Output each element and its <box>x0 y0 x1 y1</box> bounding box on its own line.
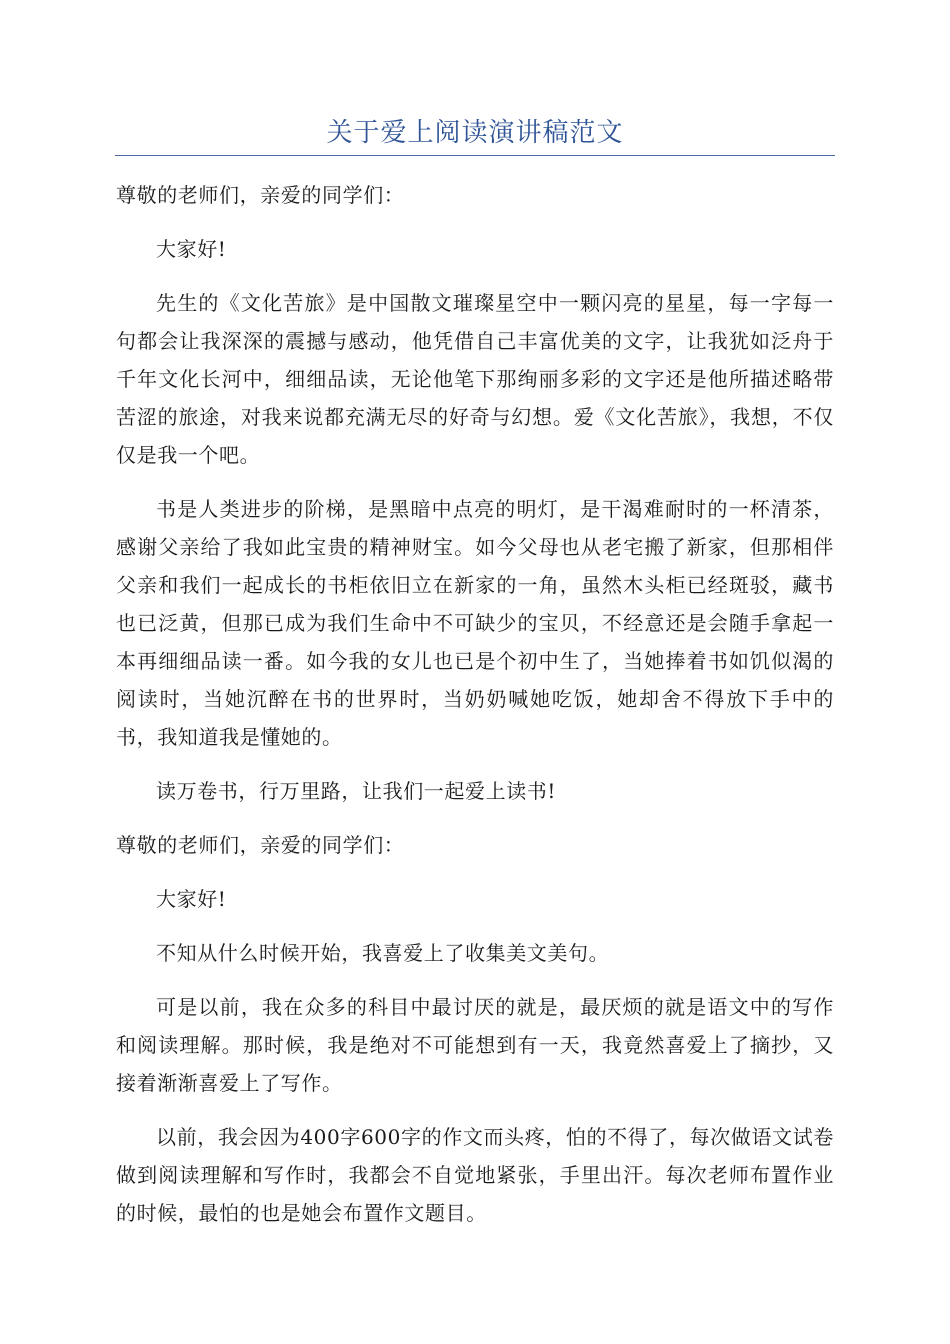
paragraph: 不知从什么时候开始，我喜爱上了收集美文美句。 <box>156 941 610 965</box>
paragraph: 尊敬的老师们，亲爱的同学们： <box>116 183 405 207</box>
title-block <box>115 112 835 156</box>
document-body <box>116 176 834 1248</box>
paragraph: 以前，我会因为400字600字的作文而头疼，怕的不得了，每次做语文试卷做到阅读理解和写作时，我都会不自觉地紧张，手里出汗。每次老师布置作业的时候，最怕的也是她会布置作文题目。 <box>116 1125 834 1225</box>
paragraph: 书是人类进步的阶梯，是黑暗中点亮的明灯，是干渴难耐时的一杯清茶，感谢父亲给了我如此宝贵的精神财宝。如今父母也从老宅搬了新家，但那相伴父亲和我们一起成长的书柜依旧立在新家的一角，虽然木头柜已经斑驳，藏书也已泛黄，但那已成为我们生命中不可缺少的宝贝，不经意还是会随手拿起一本再细细品读一番。如今我的女儿也已是个初中生了，当她捧着书如饥似渴的阅读时，当她沉醉在书的世界时，当奶奶喊她吃饭，她却舍不得放下手中的书，我知道我是懂她的。 <box>116 497 834 749</box>
paragraph: 读万卷书，行万里路，让我们一起爱上读书! <box>156 779 557 803</box>
paragraph: 尊敬的老师们，亲爱的同学们： <box>116 833 405 857</box>
paragraph: 大家好! <box>156 237 227 261</box>
page-title: 关于爱上阅读演讲稿范文 <box>326 118 624 148</box>
paragraph: 先生的《文化苦旅》是中国散文璀璨星空中一颗闪亮的星星，每一字每一句都会让我深深的震撼与感动，他凭借自己丰富优美的文字，让我犹如泛舟于千年文化长河中，细细品读，无论他笔下那绚丽多彩的文字还是他所描述略带苦涩的旅途，对我来说都充满无尽的好奇与幻想。爱《文化苦旅》，我想，不仅仅是我一个吧。 <box>116 291 834 467</box>
paragraph: 大家好! <box>156 887 227 911</box>
paragraph: 可是以前，我在众多的科目中最讨厌的就是，最厌烦的就是语文中的写作和阅读理解。那时候，我是绝对不可能想到有一天，我竟然喜爱上了摘抄，又接着渐渐喜爱上了写作。 <box>116 995 834 1095</box>
